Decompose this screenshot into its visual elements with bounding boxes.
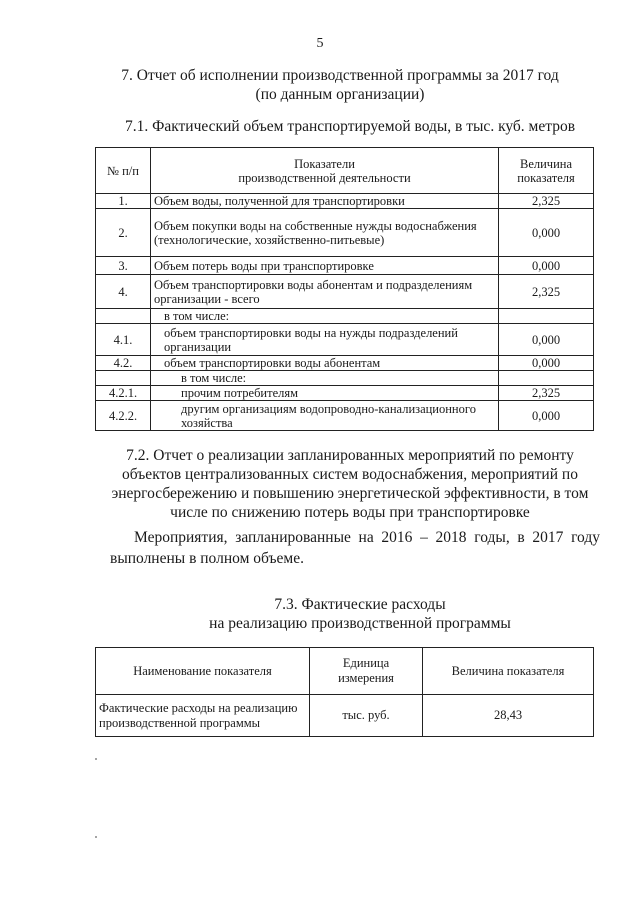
row-name: прочим потребителям	[151, 386, 499, 401]
row-name: Объем транспортировки воды абонентам и подразделениям организации - всего	[151, 275, 499, 309]
header-unit-line-1: Единица	[342, 656, 390, 670]
table-row	[96, 275, 594, 309]
row-name: другим организациям водопроводно-канализационного хозяйства	[151, 401, 499, 431]
scan-speck	[95, 836, 97, 838]
table-row	[96, 209, 594, 257]
table-header-row	[96, 148, 594, 194]
section-7-3-heading	[160, 595, 560, 633]
row-value: 2,325	[499, 275, 594, 309]
header-indicators	[151, 148, 499, 194]
row-value: 0,000	[499, 356, 594, 371]
row-value: 2,325	[499, 194, 594, 209]
page-number: 5	[316, 36, 324, 51]
row-num: 3.	[96, 257, 151, 275]
row-num: 4.	[96, 275, 151, 309]
table-row	[96, 257, 594, 275]
table-row	[96, 356, 594, 371]
header-num: № п/п	[96, 148, 151, 194]
row-value: 0,000	[499, 324, 594, 356]
row-unit: тыс. руб.	[310, 695, 423, 737]
section-7-title-line-1: 7. Отчет об исполнении производственной программы за 2017 год	[121, 67, 559, 84]
row-num	[96, 371, 151, 386]
row-num: 4.2.1.	[96, 386, 151, 401]
row-num: 2.	[96, 209, 151, 257]
header-indicator-value: Величина показателя	[423, 648, 594, 695]
table-row	[96, 386, 594, 401]
row-value: 28,43	[423, 695, 594, 737]
row-num	[96, 309, 151, 324]
section-7-2-heading-line: 7.2. Отчет о реализации запланированных мероприятий по ремонту	[126, 447, 574, 464]
header-indicator-name: Наименование показателя	[96, 648, 310, 695]
scan-speck	[95, 758, 97, 760]
section-7-2-heading	[110, 446, 590, 522]
row-value: 2,325	[499, 386, 594, 401]
table-header-row	[96, 648, 594, 695]
row-num: 1.	[96, 194, 151, 209]
section-7-2-paragraph: Мероприятия, запланированные на 2016 – 2018 годы, в 2017 году выполнены в полном объеме.	[110, 529, 600, 567]
row-value: 0,000	[499, 209, 594, 257]
header-indicators-line-1: Показатели	[294, 156, 355, 171]
row-num: 4.2.	[96, 356, 151, 371]
header-value	[499, 148, 594, 194]
table-row	[96, 401, 594, 431]
section-7-2-heading-line: числе по снижению потерь воды при транспортировке	[170, 504, 530, 521]
water-volume-table	[95, 147, 594, 431]
row-name: в том числе:	[151, 371, 499, 386]
header-unit-line-2: измерения	[338, 671, 394, 685]
table-row	[96, 324, 594, 356]
row-value	[499, 309, 594, 324]
header-indicators-line-2: производственной деятельности	[238, 170, 411, 185]
expenses-table	[95, 647, 594, 737]
table-row	[96, 309, 594, 324]
section-7-2-heading-line: энергосбережению и повышению энергетической эффективности, в том	[111, 485, 589, 502]
section-7-3-heading-line-1: 7.3. Фактические расходы	[274, 596, 446, 613]
row-value: 0,000	[499, 257, 594, 275]
header-value-line-2: показателя	[517, 170, 575, 185]
row-name: Объем воды, полученной для транспортировки	[151, 194, 499, 209]
section-7-title-line-2: (по данным организации)	[255, 86, 425, 103]
section-7-title	[100, 66, 580, 104]
row-name: Объем покупки воды на собственные нужды водоснабжения (технологические, хозяйственно-питьевые)	[151, 209, 499, 257]
table-row	[96, 194, 594, 209]
row-value	[499, 371, 594, 386]
table-row	[96, 371, 594, 386]
row-name: Фактические расходы на реализацию производственной программы	[96, 695, 310, 737]
row-name: в том числе:	[151, 309, 499, 324]
header-unit	[310, 648, 423, 695]
row-name: объем транспортировки воды на нужды подразделений организации	[151, 324, 499, 356]
row-name: объем транспортировки воды абонентам	[151, 356, 499, 371]
header-value-line-1: Величина	[519, 156, 573, 171]
row-num: 4.1.	[96, 324, 151, 356]
row-name: Объем потерь воды при транспортировке	[151, 257, 499, 275]
row-num: 4.2.2.	[96, 401, 151, 431]
row-value: 0,000	[499, 401, 594, 431]
section-7-3-heading-line-2: на реализацию производственной программы	[209, 615, 511, 632]
section-7-2-heading-line: объектов централизованных систем водоснабжения, мероприятий по	[122, 466, 578, 483]
table-row	[96, 695, 594, 737]
section-7-1-heading: 7.1. Фактический объем транспортируемой воды, в тыс. куб. метров	[124, 118, 576, 135]
